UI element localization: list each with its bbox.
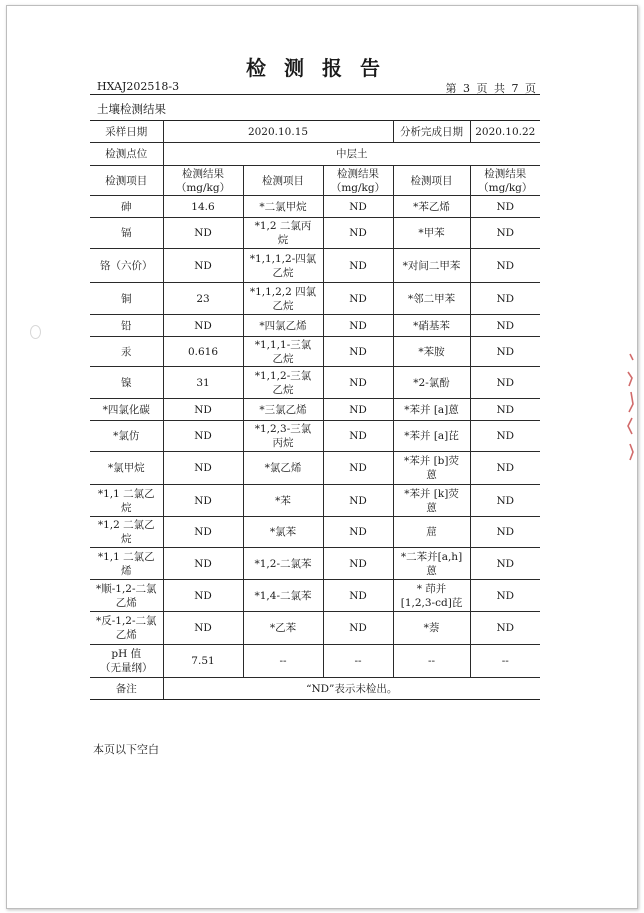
table-row — [90, 367, 540, 399]
item-name: *1,2 二氯乙 烷 — [90, 517, 163, 548]
item-name: *2-氯酚 — [393, 367, 470, 399]
table-row — [90, 580, 540, 612]
item-name: *三氯乙烯 — [243, 399, 323, 421]
item-name: -- — [243, 645, 323, 678]
table-row — [90, 548, 540, 580]
result-value: ND — [323, 421, 393, 452]
result-value: ND — [323, 517, 393, 548]
result-value: ND — [323, 283, 393, 315]
item-name: *对间二甲苯 — [393, 249, 470, 283]
report-number: HXAJ202518-3 — [97, 80, 180, 93]
item-name: *苯胺 — [393, 337, 470, 367]
item-name: 铬（六价） — [90, 249, 163, 283]
result-value: ND — [323, 218, 393, 249]
result-value: ND — [323, 315, 393, 337]
column-header-item: 检测项目 — [90, 166, 163, 196]
column-header-row — [90, 166, 540, 196]
result-value: ND — [323, 399, 393, 421]
item-name: 镍 — [90, 367, 163, 399]
table-row — [90, 517, 540, 548]
item-name: *四氯乙烯 — [243, 315, 323, 337]
analysis-date-label: 分析完成日期 — [393, 121, 470, 143]
table-row — [90, 315, 540, 337]
item-name: *1,2 二氯丙 烷 — [243, 218, 323, 249]
item-name: *反-1,2-二氯 乙烯 — [90, 612, 163, 645]
item-name: *氯甲烷 — [90, 452, 163, 485]
item-name: pH 值 （无量纲） — [90, 645, 163, 678]
result-value: ND — [163, 452, 243, 485]
item-name: *甲苯 — [393, 218, 470, 249]
result-value: ND — [470, 421, 540, 452]
section-title: 土壤检测结果 — [97, 102, 166, 116]
column-header-item: 检测项目 — [243, 166, 323, 196]
table-row — [90, 645, 540, 678]
result-value: ND — [470, 452, 540, 485]
item-name: * 茚并 [1,2,3-cd]芘 — [393, 580, 470, 612]
item-name: *邻二甲苯 — [393, 283, 470, 315]
result-value: ND — [470, 517, 540, 548]
result-value: ND — [470, 337, 540, 367]
binding-hole-mark — [30, 325, 41, 339]
result-value: ND — [470, 283, 540, 315]
item-name: *1,1,2-三氯 乙烷 — [243, 367, 323, 399]
table-row — [90, 399, 540, 421]
item-name: -- — [393, 645, 470, 678]
result-value: ND — [163, 315, 243, 337]
result-value: ND — [323, 485, 393, 517]
result-value: ND — [163, 249, 243, 283]
column-header-item: 检测项目 — [393, 166, 470, 196]
result-value: ND — [470, 580, 540, 612]
item-name: *1,1,1,2-四氯 乙烷 — [243, 249, 323, 283]
item-name: *苯并 [a]蒽 — [393, 399, 470, 421]
result-value: ND — [323, 337, 393, 367]
item-name: *氯乙烯 — [243, 452, 323, 485]
sampling-date-label: 采样日期 — [90, 121, 163, 143]
item-name: *1,1,1-三氯 乙烷 — [243, 337, 323, 367]
remark-label: 备注 — [90, 678, 163, 700]
result-value: ND — [470, 399, 540, 421]
result-value: -- — [323, 645, 393, 678]
item-name: 镉 — [90, 218, 163, 249]
table-row — [90, 283, 540, 315]
table-row — [90, 196, 540, 218]
table-row — [90, 337, 540, 367]
result-value: ND — [323, 196, 393, 218]
result-value: ND — [163, 548, 243, 580]
table-row — [90, 249, 540, 283]
red-seal-stamp-edge — [624, 352, 634, 462]
column-header-result: 检测结果 （mg/kg） — [323, 166, 393, 196]
column-header-result: 检测结果 （mg/kg） — [163, 166, 243, 196]
item-name: *1,1 二氯乙 烯 — [90, 548, 163, 580]
column-header-result: 检测结果 （mg/kg） — [470, 166, 540, 196]
result-value: ND — [163, 517, 243, 548]
meta-row-dates — [90, 121, 540, 143]
result-value: ND — [323, 548, 393, 580]
item-name: *顺-1,2-二氯 乙烯 — [90, 580, 163, 612]
result-value: ND — [470, 196, 540, 218]
remark-row — [90, 678, 540, 700]
item-name: *氯仿 — [90, 421, 163, 452]
result-value: -- — [470, 645, 540, 678]
item-name: *二苯并[a,h] 蒽 — [393, 548, 470, 580]
result-value: ND — [470, 249, 540, 283]
item-name: *苯并 [k]荧 蒽 — [393, 485, 470, 517]
item-name: *苯并 [a]芘 — [393, 421, 470, 452]
remark-text: “ND”表示未检出。 — [163, 678, 540, 700]
result-value: 7.51 — [163, 645, 243, 678]
item-name: *苯并 [b]荧 蒽 — [393, 452, 470, 485]
page-indicator: 第 3 页 共 7 页 — [445, 82, 536, 95]
table-row — [90, 485, 540, 517]
result-value: 0.616 — [163, 337, 243, 367]
blank-below-note: 本页以下空白 — [93, 743, 159, 756]
item-name: *氯苯 — [243, 517, 323, 548]
result-value: ND — [470, 548, 540, 580]
item-name: *1,4-二氯苯 — [243, 580, 323, 612]
result-value: ND — [323, 249, 393, 283]
item-name: 铜 — [90, 283, 163, 315]
result-value: ND — [163, 612, 243, 645]
analysis-date-value: 2020.10.22 — [470, 121, 540, 143]
table-row — [90, 421, 540, 452]
meta-row-site — [90, 143, 540, 166]
table-row — [90, 452, 540, 485]
item-name: *四氯化碳 — [90, 399, 163, 421]
item-name: *乙苯 — [243, 612, 323, 645]
result-value: 14.6 — [163, 196, 243, 218]
item-name: 䓛 — [393, 517, 470, 548]
item-name: *硝基苯 — [393, 315, 470, 337]
table-row — [90, 218, 540, 249]
result-value: ND — [323, 367, 393, 399]
item-name: *1,1,2,2 四氯 乙烷 — [243, 283, 323, 315]
result-value: ND — [163, 399, 243, 421]
result-value: ND — [323, 452, 393, 485]
header-rule — [90, 94, 540, 95]
site-value: 中层土 — [163, 143, 540, 166]
result-value: ND — [323, 612, 393, 645]
result-value: ND — [470, 218, 540, 249]
result-value: ND — [163, 580, 243, 612]
item-name: *1,2,3-三氯 丙烷 — [243, 421, 323, 452]
item-name: *1,1 二氯乙 烷 — [90, 485, 163, 517]
result-value: ND — [323, 580, 393, 612]
result-value: ND — [470, 367, 540, 399]
result-value: ND — [470, 612, 540, 645]
item-name: *二氯甲烷 — [243, 196, 323, 218]
table-row — [90, 612, 540, 645]
sampling-date-value: 2020.10.15 — [163, 121, 393, 143]
item-name: *苯 — [243, 485, 323, 517]
soil-results-table — [90, 120, 540, 700]
result-value: ND — [163, 421, 243, 452]
result-value: ND — [470, 485, 540, 517]
result-value: ND — [163, 218, 243, 249]
item-name: 砷 — [90, 196, 163, 218]
item-name: *1,2-二氯苯 — [243, 548, 323, 580]
result-value: ND — [470, 315, 540, 337]
item-name: *苯乙烯 — [393, 196, 470, 218]
item-name: 汞 — [90, 337, 163, 367]
item-name: *萘 — [393, 612, 470, 645]
report-title: 检测报告 — [246, 56, 398, 80]
result-value: 23 — [163, 283, 243, 315]
result-value: ND — [163, 485, 243, 517]
site-label: 检测点位 — [90, 143, 163, 166]
result-value: 31 — [163, 367, 243, 399]
item-name: 铅 — [90, 315, 163, 337]
